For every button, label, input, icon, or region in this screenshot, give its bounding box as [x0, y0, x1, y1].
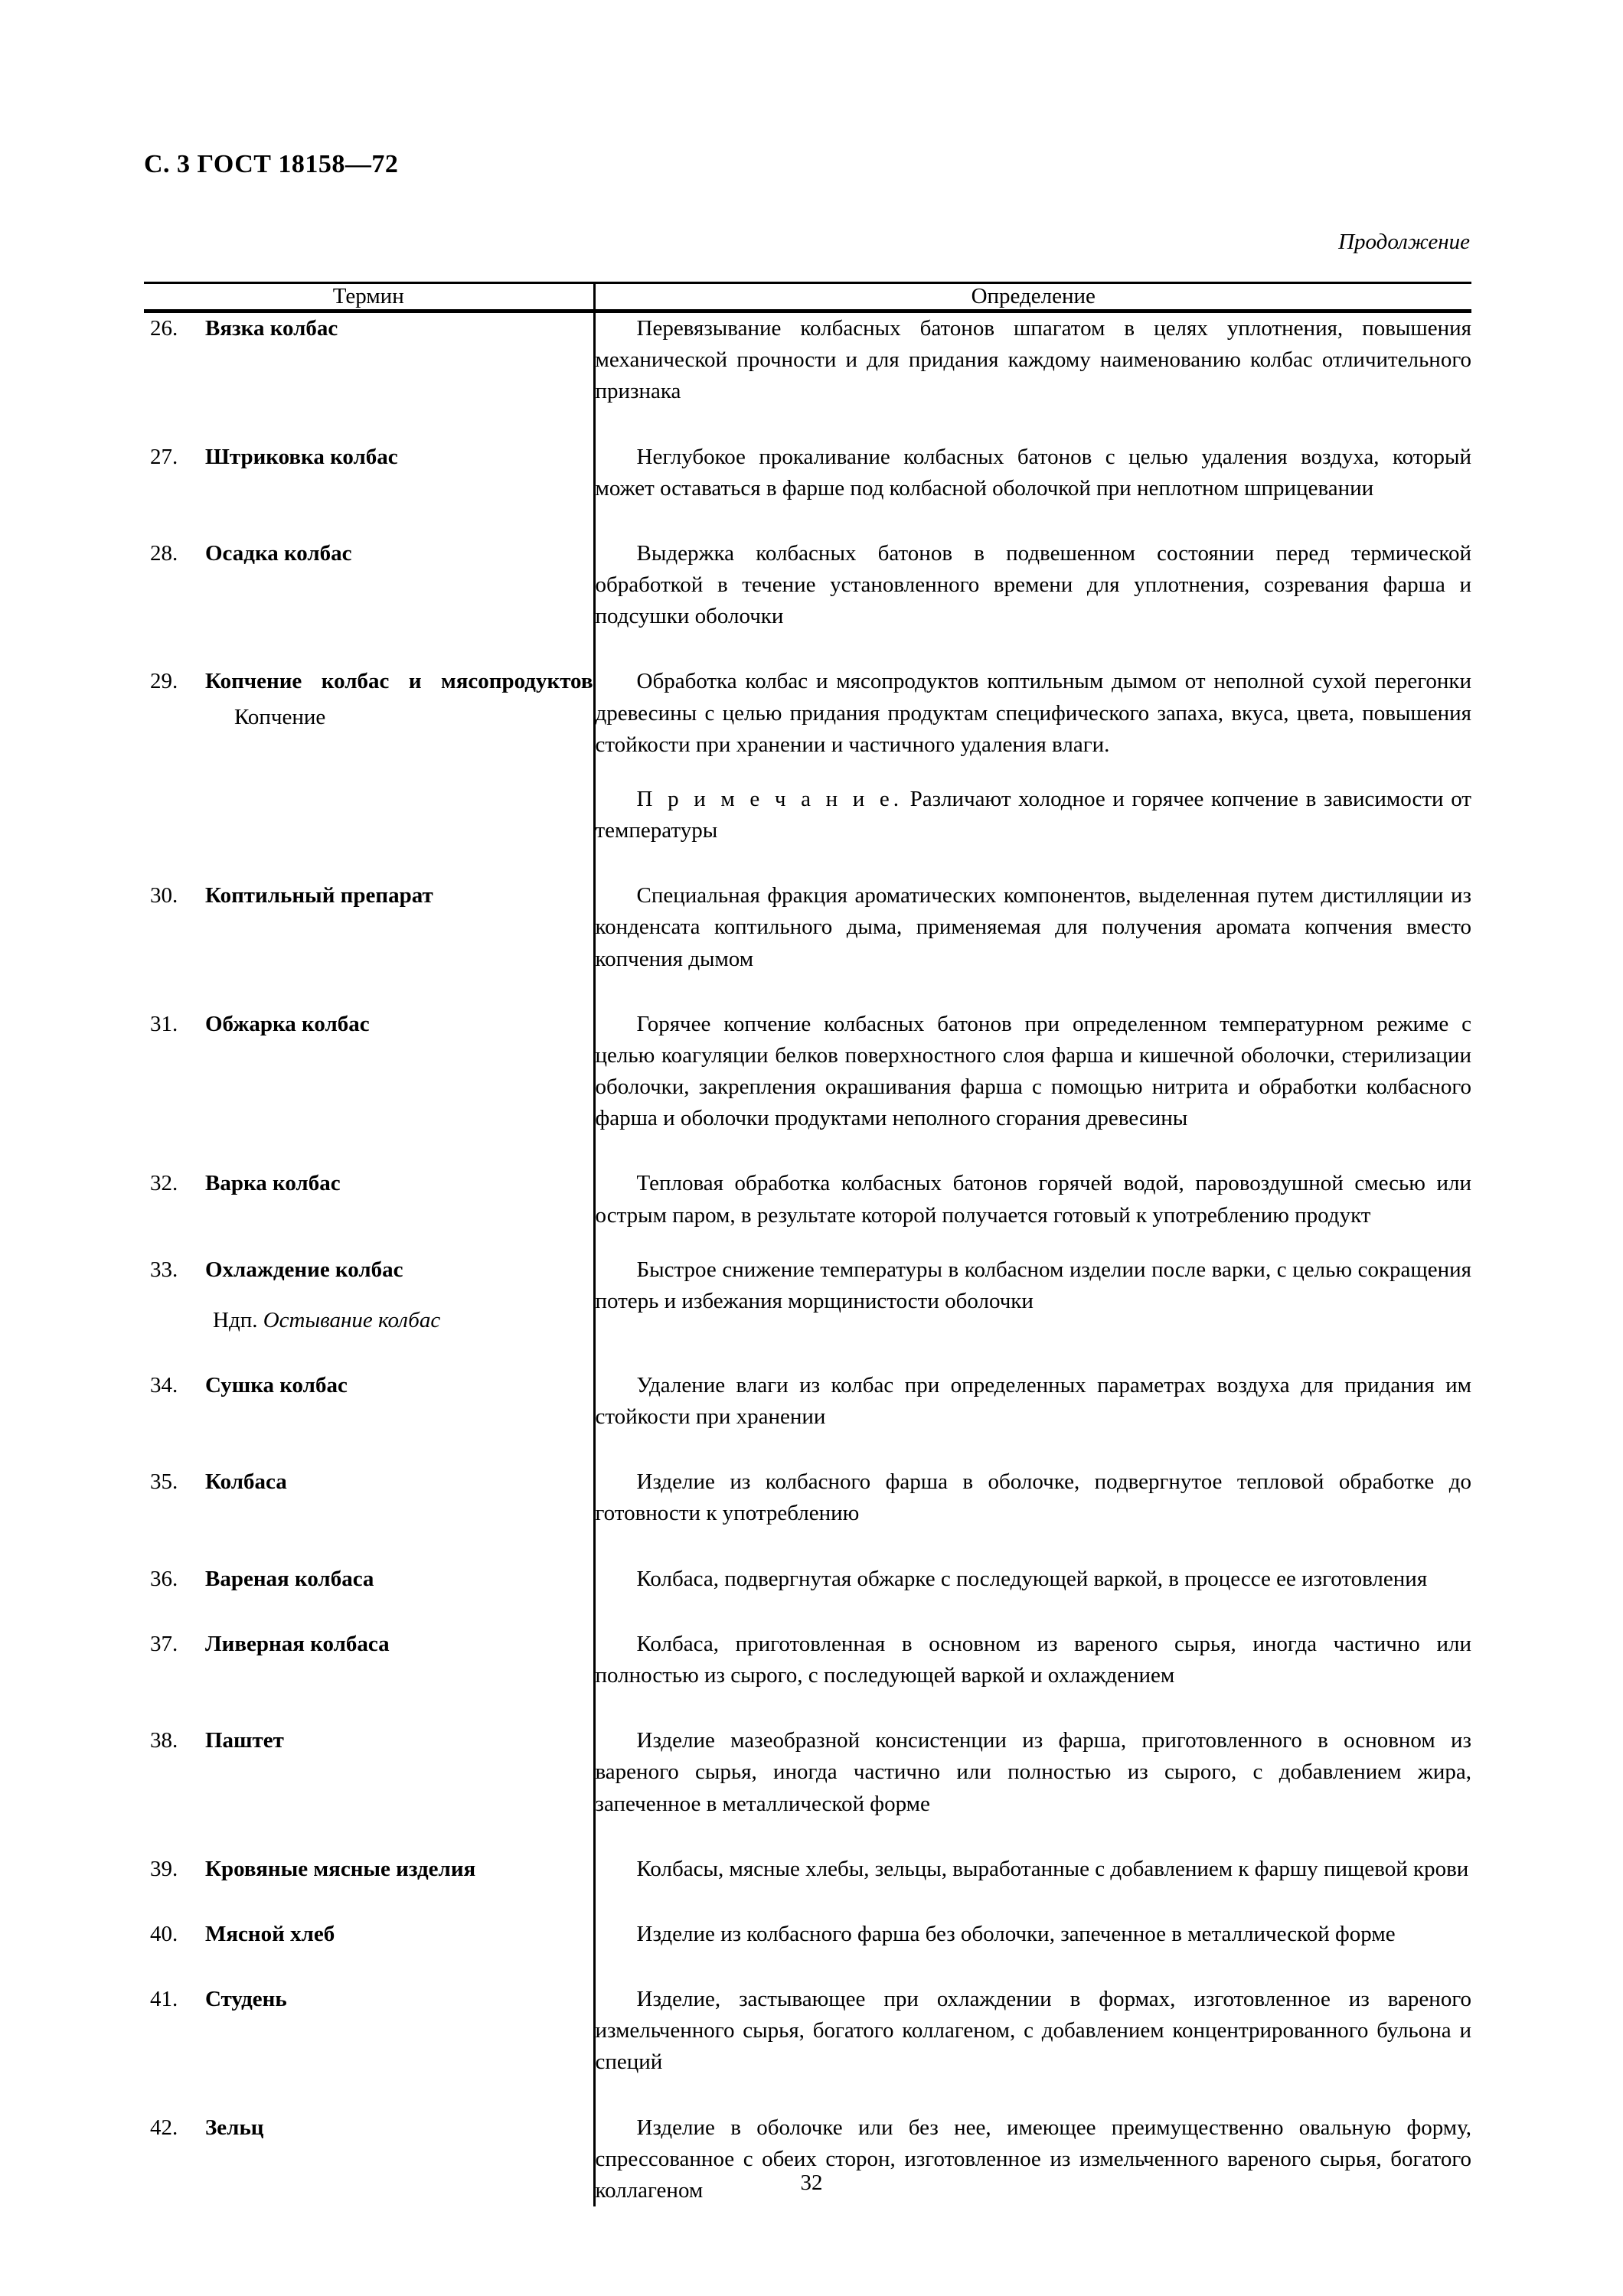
term-name: Колбаса — [205, 1469, 287, 1495]
term-deprecated-name: Остывание колбас — [263, 1308, 441, 1333]
term-cell — [144, 1530, 594, 1595]
definition-note — [596, 784, 1472, 846]
definition-cell — [594, 313, 1471, 408]
term-cell — [144, 1950, 594, 2079]
term-number: 38. — [150, 1728, 178, 1753]
definition-cell — [594, 1820, 1471, 1885]
term-heading — [144, 1629, 593, 1660]
table-row — [144, 1231, 1471, 1336]
term-name: Коптильный препарат — [205, 883, 433, 908]
term-heading — [144, 1919, 593, 1950]
table-row — [144, 632, 1471, 846]
terms-table-wrapper — [144, 282, 1471, 2206]
definition-cell — [594, 1433, 1471, 1529]
term-cell — [144, 1433, 594, 1529]
definition-cell — [594, 846, 1471, 975]
term-cell — [144, 1691, 594, 1820]
term-number: 27. — [150, 444, 178, 469]
definition-note-body: Различают холодное и горячее копчение в зависимости от температуры — [595, 786, 1471, 843]
term-name: Штриковка колбас — [205, 444, 398, 469]
definition-cell — [594, 1950, 1471, 2079]
term-name: Сушка колбас — [205, 1372, 348, 1397]
definition-cell — [594, 975, 1471, 1135]
terms-table — [144, 284, 1471, 309]
table-row — [144, 975, 1471, 1135]
term-cell — [144, 1595, 594, 1691]
term-number: 36. — [150, 1566, 178, 1591]
term-synonym: Копчение — [234, 704, 326, 729]
column-header-term: Термин — [332, 284, 404, 308]
term-name: Ливерная колбаса — [205, 1631, 390, 1656]
term-number: 40. — [150, 1921, 178, 1946]
term-cell — [144, 1885, 594, 1950]
term-number: 33. — [150, 1257, 178, 1282]
definition-text: Перевязывание колбасных батонов шпагатом в целях уплотнения, повышения механической прочности и для придания каждому наименованию колбас отличительного признака — [595, 316, 1471, 404]
table-header-row — [144, 284, 1471, 309]
term-name: Кровяные мясные изделия — [205, 1856, 476, 1881]
term-deprecated — [144, 1285, 593, 1336]
definition-text: Выдержка колбасных батонов в подвешенном состоянии перед термической обработкой в течение установленного времени для уплотнения, созревания фарша и подсушки оболочки — [595, 540, 1471, 629]
table-row — [144, 1336, 1471, 1433]
definition-cell — [594, 1595, 1471, 1691]
table-row — [144, 1595, 1471, 1691]
term-heading — [144, 538, 593, 569]
definition-text: Колбасы, мясные хлебы, зельцы, выработанные с добавлением к фаршу пищевой крови — [636, 1856, 1469, 1881]
table-row — [144, 1691, 1471, 1820]
term-cell — [144, 846, 594, 975]
term-heading — [144, 1254, 593, 1286]
table-row — [144, 1433, 1471, 1529]
term-cell — [144, 504, 594, 633]
term-heading — [144, 1854, 593, 1885]
term-name: Паштет — [205, 1728, 284, 1753]
definition-cell — [594, 1231, 1471, 1336]
term-heading — [144, 1370, 593, 1401]
term-name: Обжарка колбас — [205, 1011, 370, 1036]
definition-text: Изделие из колбасного фарша в оболочке, подвергнутое тепловой обработке до готовности к употреблению — [595, 1469, 1471, 1526]
term-heading — [144, 1564, 593, 1595]
term-heading — [144, 1009, 593, 1040]
term-deprecated-label: Ндп. — [213, 1308, 258, 1333]
term-number: 35. — [150, 1469, 178, 1495]
term-heading — [144, 1168, 593, 1199]
term-heading — [144, 2112, 593, 2144]
term-number: 31. — [150, 1011, 178, 1036]
term-name: Мясной хлеб — [205, 1921, 335, 1946]
term-number: 42. — [150, 2115, 178, 2140]
term-cell — [144, 313, 594, 408]
term-name: Варка колбас — [205, 1171, 341, 1196]
definition-text: Удаление влаги из колбас при определенных параметрах воздуха для придания им стойкости при хранении — [595, 1372, 1471, 1430]
term-number: 39. — [150, 1856, 178, 1881]
definition-text: Неглубокое прокаливание колбасных батонов с целью удаления воздуха, который может оставаться в фарше под колбасной оболочкой при неплотном шприцевании — [595, 444, 1471, 501]
term-number: 37. — [150, 1631, 178, 1656]
term-heading — [144, 880, 593, 912]
definition-text: Горячее копчение колбасных батонов при определенном температурном режиме с целью коагуляции белков поверхностного слоя фарша и кишечной оболочки, стерилизации оболочки, закрепления окрашивания фарша с помощью нитрита и обработки колбасного фарша и оболочки продуктами неполного сгорания древесины — [595, 1011, 1471, 1131]
term-cell — [144, 1820, 594, 1885]
column-header-definition: Определение — [594, 284, 1471, 309]
term-number: 32. — [150, 1171, 178, 1196]
term-cell — [144, 1231, 594, 1336]
term-name: Студень — [205, 1987, 287, 2012]
term-number: 41. — [150, 1987, 178, 2012]
term-number: 28. — [150, 540, 178, 566]
definition-text: Изделие из колбасного фарша без оболочки, запеченное в металлической форме — [636, 1921, 1396, 1946]
table-row — [144, 1885, 1471, 1950]
term-cell — [144, 632, 594, 846]
term-name: Осадка колбас — [205, 540, 352, 566]
table-row — [144, 1820, 1471, 1885]
table-row — [144, 313, 1471, 408]
definition-text: Специальная фракция ароматических компонентов, выделенная путем дистилляции из конденсата коптильного дыма, применяемая для получения аромата копчения вместо копчения дымом — [595, 883, 1471, 971]
term-number: 34. — [150, 1372, 178, 1397]
continuation-note: Продолжение — [1338, 230, 1470, 254]
definition-cell — [594, 504, 1471, 633]
page-folio: 32 — [800, 2170, 823, 2195]
definition-cell — [594, 632, 1471, 846]
term-cell — [144, 1134, 594, 1231]
term-number: 29. — [150, 669, 178, 694]
term-heading — [144, 442, 593, 473]
table-row — [144, 504, 1471, 633]
term-number: 30. — [150, 883, 178, 908]
definition-cell — [594, 1691, 1471, 1820]
term-heading — [144, 1725, 593, 1756]
table-row — [144, 1134, 1471, 1231]
table-row — [144, 1950, 1471, 2079]
term-heading — [144, 313, 593, 344]
definition-text: Изделие, застывающее при охлаждении в формах, изготовленное из вареного измельченного сырья, богатого коллагеном, с добавлением концентрированного бульона и специй — [595, 1987, 1471, 2075]
term-heading — [144, 1466, 593, 1498]
table-row — [144, 1530, 1471, 1595]
definition-text: Изделие в оболочке или без нее, имеющее преимущественно овальную форму, спрессованное с обеих сторон, изготовленное из измельченного вареного сырья, богатого коллагеном — [595, 2115, 1471, 2203]
definition-note-label: П р и м е ч а н и е. — [636, 786, 903, 811]
running-head: С. 3 ГОСТ 18158—72 — [144, 150, 399, 178]
term-cell — [144, 408, 594, 504]
term-name: Охлаждение колбас — [205, 1257, 403, 1282]
term-number: 26. — [150, 316, 178, 341]
definition-text: Колбаса, подвергнутая обжарке с последующей варкой, в процессе ее изготовления — [636, 1566, 1428, 1591]
definition-cell — [594, 1530, 1471, 1595]
definition-text: Изделие мазеобразной консистенции из фарша, приготовленного в основном из вареного сырья, иногда частично или полностью из сырого, с добавлением жира, запеченное в металлической форме — [595, 1728, 1471, 1816]
term-heading — [144, 666, 593, 697]
term-cell — [144, 975, 594, 1135]
term-heading — [144, 1984, 593, 2015]
definition-text: Быстрое снижение температуры в колбасном изделии после варки, с целью сокращения потерь и избежания морщинистости оболочки — [595, 1257, 1471, 1313]
definition-cell — [594, 1134, 1471, 1231]
table-row — [144, 408, 1471, 504]
definition-text: Обработка колбас и мясопродуктов коптильным дымом от неполной сухой перегонки древесины с целью придания продуктам специфического запаха, вкуса, цвета, повышения стойкости при хранении и частичного удаления влаги. — [595, 669, 1471, 757]
term-cell — [144, 1336, 594, 1433]
definition-cell — [594, 408, 1471, 504]
definition-text: Тепловая обработка колбасных батонов горячей водой, паровоздушной смесью или острым паром, в результате которой получается готовый к употреблению продукт — [595, 1171, 1471, 1228]
table-row — [144, 846, 1471, 975]
terms-table-body — [144, 313, 1471, 2206]
term-name: Зельц — [205, 2115, 264, 2140]
definition-cell — [594, 1336, 1471, 1433]
term-name: Вязка колбас — [205, 316, 338, 341]
term-name: Вареная колбаса — [205, 1566, 374, 1591]
definition-text: Колбаса, приготовленная в основном из вареного сырья, иногда частично или полностью из сырого, с последующей варкой и охлаждением — [595, 1631, 1471, 1688]
term-name: Копчение колбас и мясопродуктов — [205, 669, 593, 694]
definition-cell — [594, 1885, 1471, 1950]
